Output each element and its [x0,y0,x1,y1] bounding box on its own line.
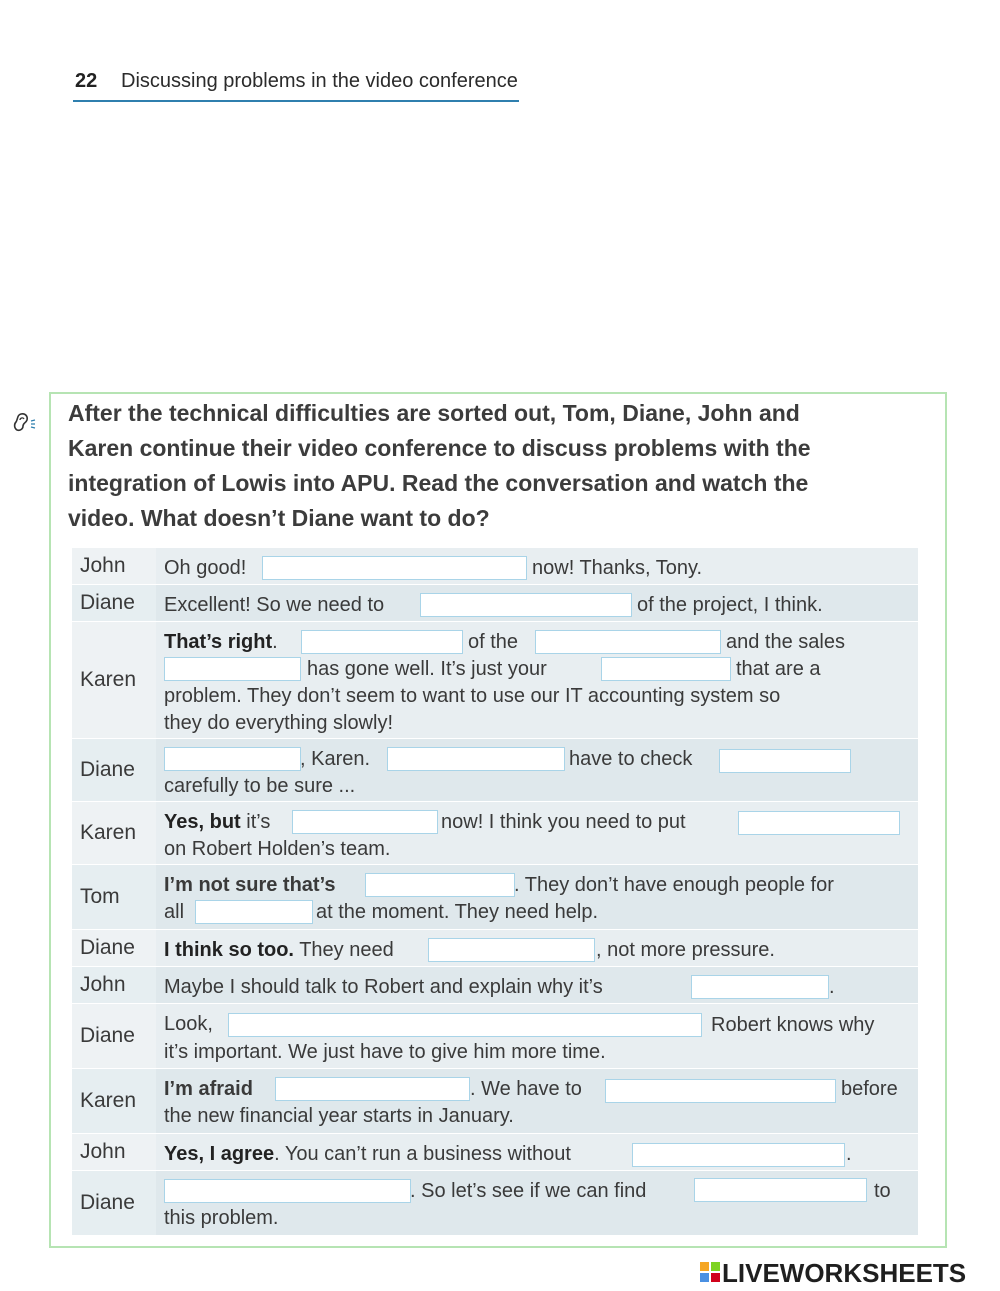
answer-blank[interactable] [694,1178,867,1202]
dialogue-text: to [874,1180,891,1202]
instruction-line: Karen continue their video conference to discuss problems with the [68,435,811,461]
dialogue-text: . We have to [470,1078,582,1100]
dialogue-text-bold: I’m afraid [164,1078,253,1100]
section-title: Discussing problems in the video conference [121,70,518,92]
dialogue-text: They need [294,939,394,961]
answer-blank[interactable] [228,1013,702,1037]
dialogue-text-bold: I think so too. [164,939,294,961]
dialogue-text: Oh good! [164,557,247,579]
logo-text: LIVEWORKSHEETS [722,1258,967,1288]
answer-blank[interactable] [738,811,900,835]
speaker-name: Diane [72,1171,156,1235]
answer-blank[interactable] [601,657,731,681]
dialogue-text: problem. They don’t seem to want to use our IT accounting system so [164,685,781,707]
dialogue-text: Robert knows why [711,1014,875,1036]
dialogue-row [72,1004,918,1068]
speaker-name: Diane [72,585,156,621]
dialogue-text: , not more pressure. [596,939,775,961]
dialogue-row [72,548,918,584]
section-number: 22 [75,70,98,92]
answer-blank[interactable] [691,975,829,999]
speaker-name: Karen [72,622,156,738]
dialogue-text: all [164,901,185,923]
answer-blank[interactable] [632,1143,845,1167]
dialogue-text: , Karen. [300,748,371,770]
logo-mark-icon [700,1262,720,1282]
dialogue-text: . [272,631,278,653]
answer-blank[interactable] [420,593,632,617]
dialogue-text-bold: I’m not sure that’s [164,874,336,896]
dialogue-row [72,622,918,738]
dialogue-text: . They don’t have enough people for [514,874,834,896]
dialogue-text: they do everything slowly! [164,712,394,734]
dialogue-row [72,739,918,801]
answer-blank[interactable] [164,747,301,771]
speaker-name: Diane [72,739,156,801]
dialogue-text-bold: That’s right [164,631,273,653]
dialogue-text: on Robert Holden’s team. [164,838,391,860]
speaker-name: Karen [72,802,156,864]
dialogue-row [72,1069,918,1133]
speaker-name: John [72,967,156,1003]
answer-blank[interactable] [275,1077,470,1101]
answer-blank[interactable] [195,900,313,924]
exercise-instructions [68,396,908,536]
answer-blank[interactable] [164,1179,411,1203]
speaker-name: John [72,1134,156,1170]
dialogue-text: . So let’s see if we can find [410,1180,647,1202]
answer-blank[interactable] [535,630,721,654]
dialogue-row [72,1134,918,1170]
dialogue-text: of the project, I think. [637,594,823,616]
dialogue-text: before [841,1078,898,1100]
answer-blank[interactable] [164,657,301,681]
dialogue-text: Maybe I should talk to Robert and explain why it’s [164,976,603,998]
dialogue-row [72,585,918,621]
dialogue-text: and the sales [726,631,845,653]
dialogue-text: Look, [164,1013,213,1035]
dialogue-row [72,802,918,864]
dialogue-text: it’s important. We just have to give him more time. [164,1041,606,1063]
speaker-name: Karen [72,1069,156,1133]
answer-blank[interactable] [387,747,565,771]
answer-blank[interactable] [605,1079,836,1103]
dialogue-text: . You can’t run a business without [274,1143,571,1165]
answer-blank[interactable] [262,556,527,580]
dialogue-row [72,1171,918,1235]
answer-blank[interactable] [428,938,595,962]
answer-blank[interactable] [301,630,463,654]
dialogue-text: . [846,1143,852,1165]
instruction-line: video. What doesn’t Diane want to do? [68,505,490,531]
section-header [73,66,519,102]
dialogue-text: at the moment. They need help. [316,901,599,923]
dialogue-row [72,930,918,966]
dialogue-text: . [829,976,835,998]
dialogue-text: that are a [736,658,821,680]
speaker-name: Diane [72,1004,156,1068]
dialogue-text: carefully to be sure ... [164,775,356,797]
dialogue-text: it’s [240,811,271,833]
answer-blank[interactable] [719,749,851,773]
answer-blank[interactable] [292,810,438,834]
dialogue-row [72,967,918,1003]
dialogue-text: the new financial year starts in January. [164,1105,514,1127]
dialogue-text: have to check [569,748,693,770]
answer-blank[interactable] [365,873,515,897]
instruction-line: After the technical difficulties are sorted out, Tom, Diane, John and [68,400,800,426]
instruction-line: integration of Lowis into APU. Read the conversation and watch the [68,470,809,496]
dialogue-text-bold: Yes, but [164,811,241,833]
dialogue-text: of the [468,631,519,653]
speaker-name: Diane [72,930,156,966]
dialogue-text: now! I think you need to put [441,811,686,833]
dialogue-text: has gone well. It’s just your [307,658,547,680]
dialogue-text: this problem. [164,1207,279,1229]
speaker-name: Tom [72,865,156,929]
liveworksheets-logo [700,1258,992,1286]
dialogue-text-bold: Yes, I agree [164,1143,275,1165]
dialogue-text: Excellent! So we need to [164,594,385,616]
dialogue-row [72,865,918,929]
dialogue-text: now! Thanks, Tony. [532,557,703,579]
listening-ear-icon [8,408,38,438]
speaker-name: John [72,548,156,584]
